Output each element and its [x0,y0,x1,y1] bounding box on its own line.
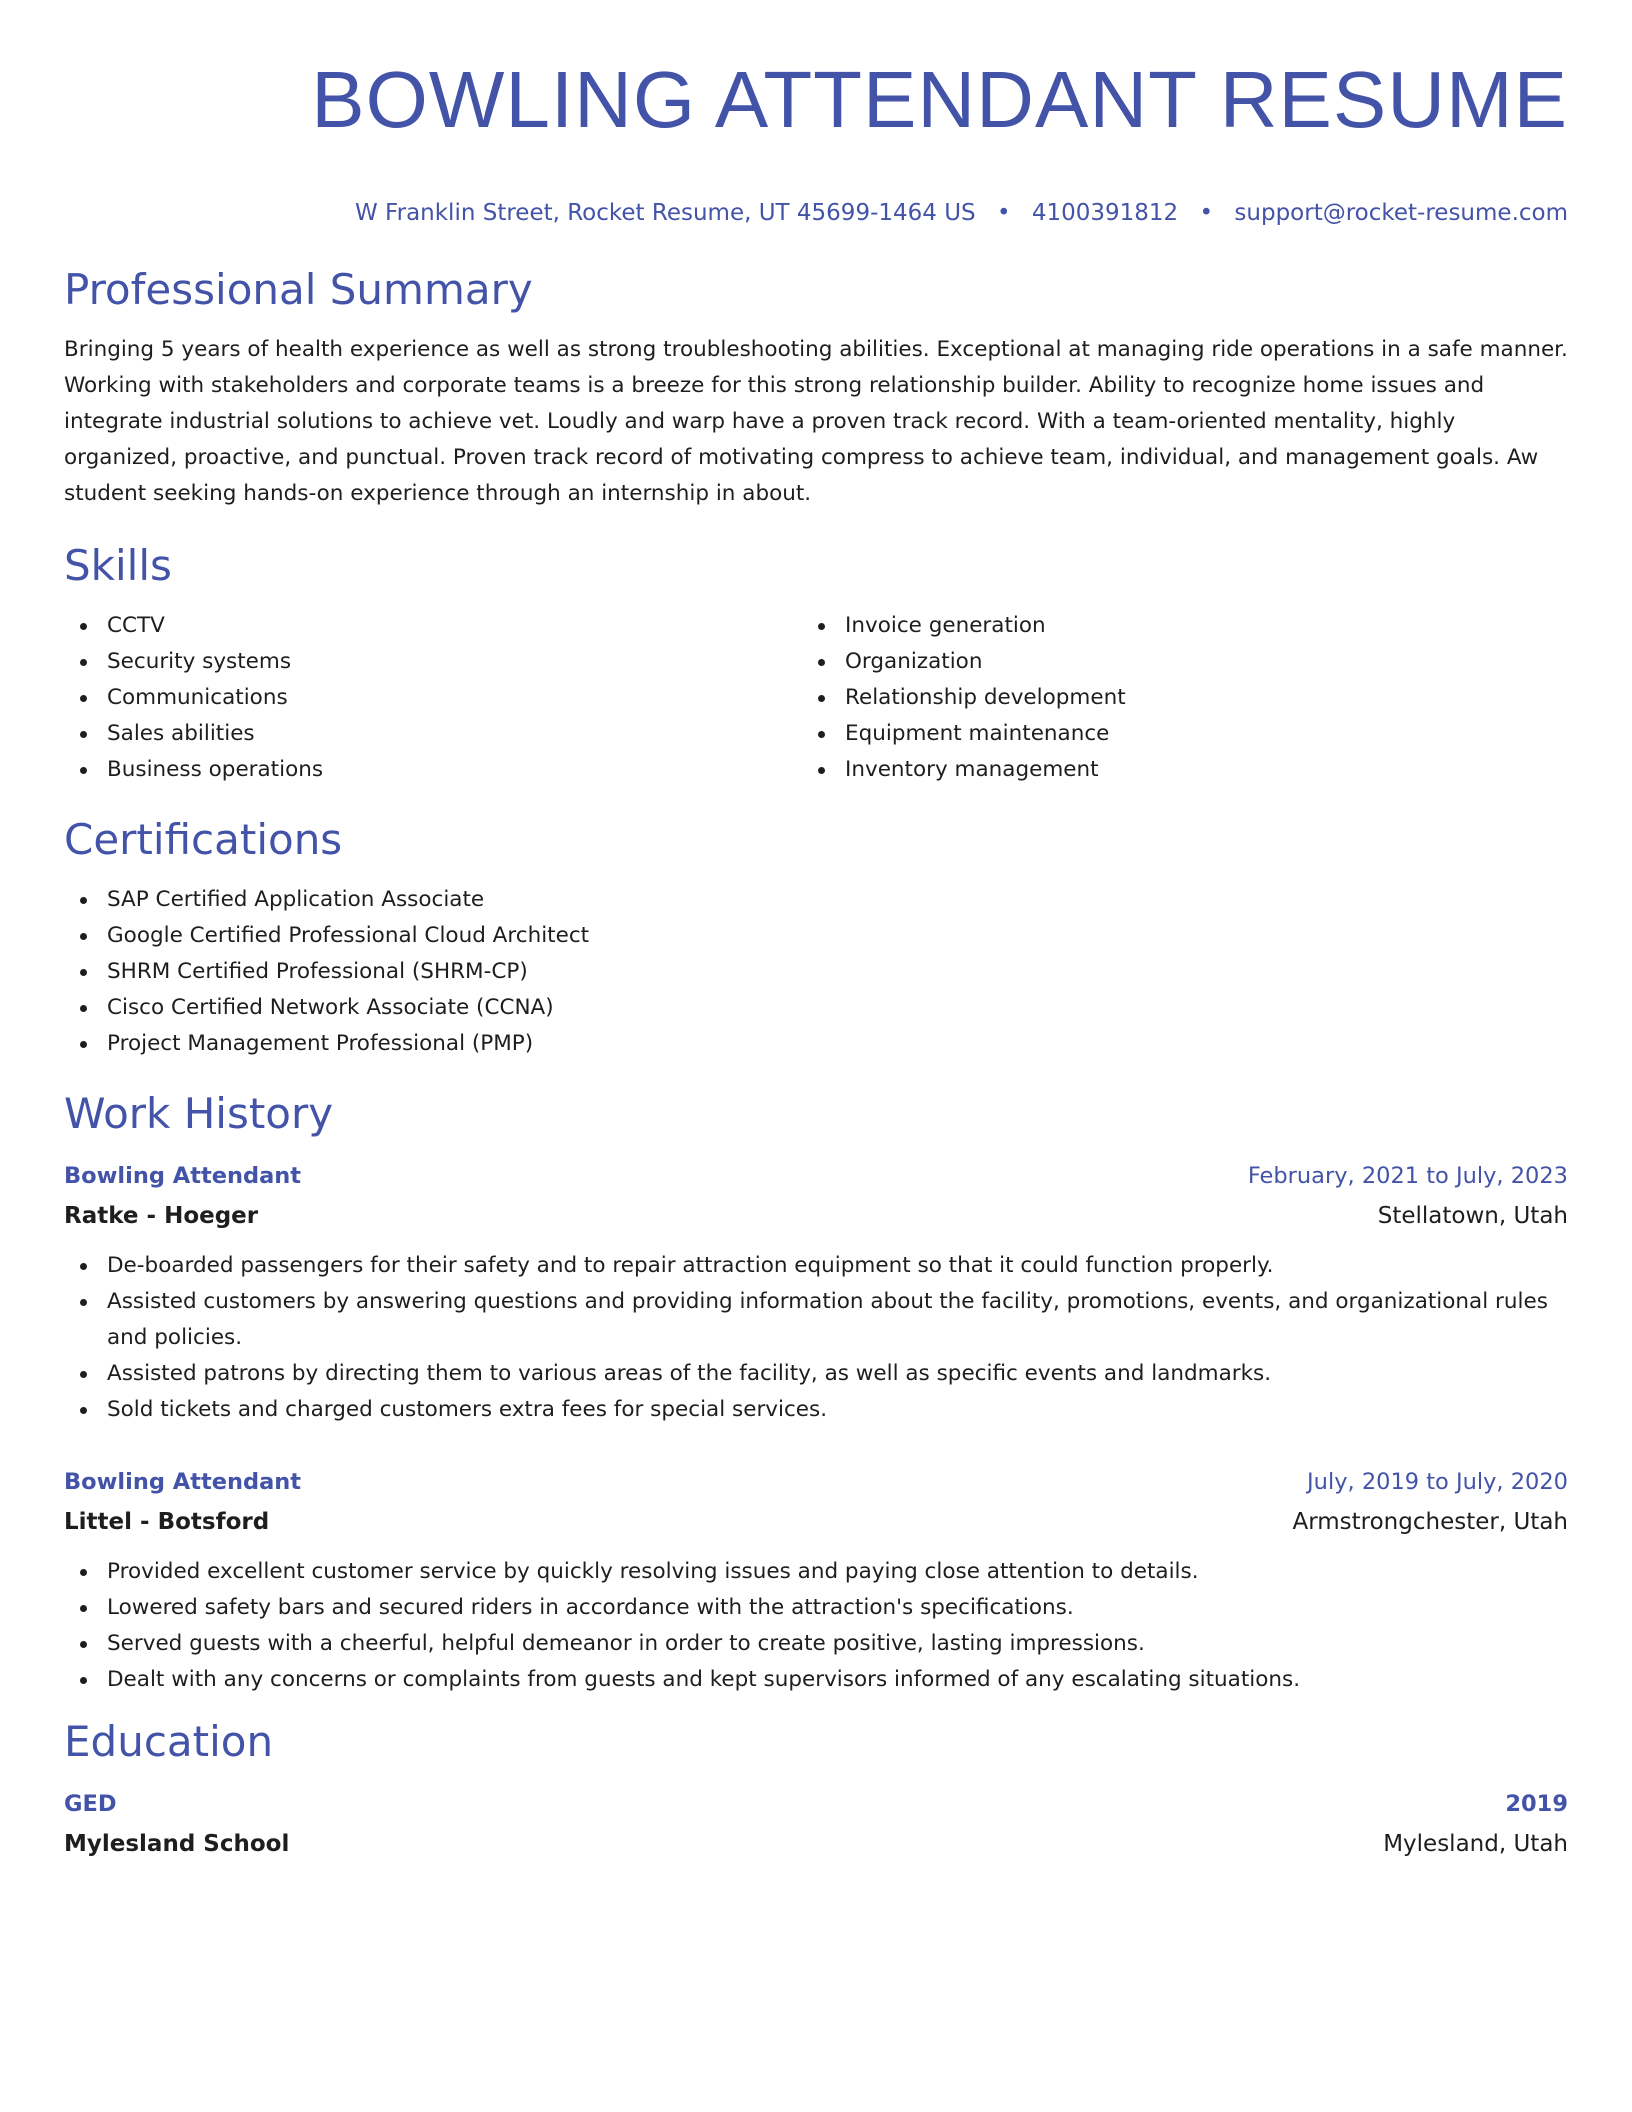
job-duty-item: Sold tickets and charged customers extra fees for special services. [64,1392,1568,1428]
job-duty-item: De-boarded passengers for their safety and to repair attraction equipment so that it could function properly. [64,1248,1568,1284]
skill-item: Invoice generation [802,608,1540,644]
job-duty-item: Lowered safety bars and secured riders in accordance with the attraction's specifications. [64,1590,1568,1626]
resume-title: BOWLING ATTENDANT RESUME [311,55,1568,144]
job-duty-item: Served guests with a cheerful, helpful demeanor in order to create positive, lasting impressions. [64,1626,1568,1662]
job-location: Armstrongchester, Utah [1292,1509,1568,1535]
certification-item: Cisco Certified Network Associate (CCNA) [64,990,1568,1026]
section-heading-summary: Professional Summary [64,265,533,314]
education-degree-row [64,1784,1568,1824]
contact-email[interactable]: support@rocket-resume.com [1234,200,1568,226]
job-dates: July, 2019 to July, 2020 [1307,1469,1568,1495]
skills-column-left [64,608,802,788]
education-school: Mylesland School [64,1831,290,1857]
contact-address: W Franklin Street, Rocket Resume, UT 45699-1464 US [355,200,976,226]
skill-item: Business operations [64,752,802,788]
job-entry [64,1156,1568,1428]
skills-grid [64,608,1568,788]
certification-item: SAP Certified Application Associate [64,882,1568,918]
section-heading-certifications: Certifications [64,815,343,864]
professional-summary-section [64,264,1568,512]
education-entry [64,1784,1568,1864]
skills-list-left [64,608,802,788]
skill-item: Organization [802,644,1540,680]
certification-item: Project Management Professional (PMP) [64,1026,1568,1062]
skill-item: CCTV [64,608,802,644]
section-heading-education: Education [64,1717,274,1766]
job-dates: February, 2021 to July, 2023 [1247,1163,1568,1189]
skills-column-right [802,608,1540,788]
certifications-list [64,882,1568,1062]
job-company-row [64,1196,1568,1236]
section-heading-work-history: Work History [64,1089,334,1138]
resume-header [64,50,1568,228]
education-year: 2019 [1505,1791,1568,1817]
skills-list-right [802,608,1540,788]
contact-separator: • [1199,200,1214,226]
section-heading-skills: Skills [64,541,172,590]
skill-item: Relationship development [802,680,1540,716]
job-duty-item: Assisted patrons by directing them to various areas of the facility, as well as specific events and landmarks. [64,1356,1568,1392]
skill-item: Communications [64,680,802,716]
job-title: Bowling Attendant [64,1163,302,1189]
job-duties-list [64,1248,1568,1428]
job-title-row [64,1156,1568,1196]
job-duties-list [64,1554,1568,1698]
education-section [64,1716,1568,1864]
job-duty-item: Dealt with any concerns or complaints from guests and kept supervisors informed of any escalating situations. [64,1662,1568,1698]
contact-separator: • [996,200,1011,226]
certifications-section [64,814,1568,1062]
job-title-row [64,1462,1568,1502]
job-company-row [64,1502,1568,1542]
summary-text: Bringing 5 years of health experience as well as strong troubleshooting abilities. Exceptional at managing ride operations in a safe manner. Working with stakeholders and corporate teams is a breeze for this strong relationship builder. Ability to recognize home issues and integrate industrial solutions to achieve vet. Loudly and warp have a proven track record. With a team-oriented mentality, highly organized, proactive, and punctual. Proven track record of motivating compress to achieve team, individual, and management goals. Aw student seeking hands-on experience through an internship in about. [64,337,1568,506]
work-history-section [64,1088,1568,1698]
job-title: Bowling Attendant [64,1469,302,1495]
job-duty-item: Assisted customers by answering questions and providing information about the facility, promotions, events, and organizational rules and policies. [64,1284,1568,1356]
job-company: Littel - Botsford [64,1509,270,1535]
job-entry [64,1462,1568,1698]
certification-item: Google Certified Professional Cloud Architect [64,918,1568,954]
contact-phone: 4100391812 [1031,200,1179,226]
job-location: Stellatown, Utah [1377,1203,1568,1229]
contact-line [64,198,1568,228]
certification-item: SHRM Certified Professional (SHRM-CP) [64,954,1568,990]
skill-item: Security systems [64,644,802,680]
job-duty-item: Provided excellent customer service by quickly resolving issues and paying close attention to details. [64,1554,1568,1590]
skill-item: Inventory management [802,752,1540,788]
skills-section [64,540,1568,788]
skill-item: Equipment maintenance [802,716,1540,752]
education-school-row [64,1824,1568,1864]
education-location: Mylesland, Utah [1383,1831,1568,1857]
skill-item: Sales abilities [64,716,802,752]
job-company: Ratke - Hoeger [64,1203,259,1229]
education-degree: GED [64,1791,117,1817]
